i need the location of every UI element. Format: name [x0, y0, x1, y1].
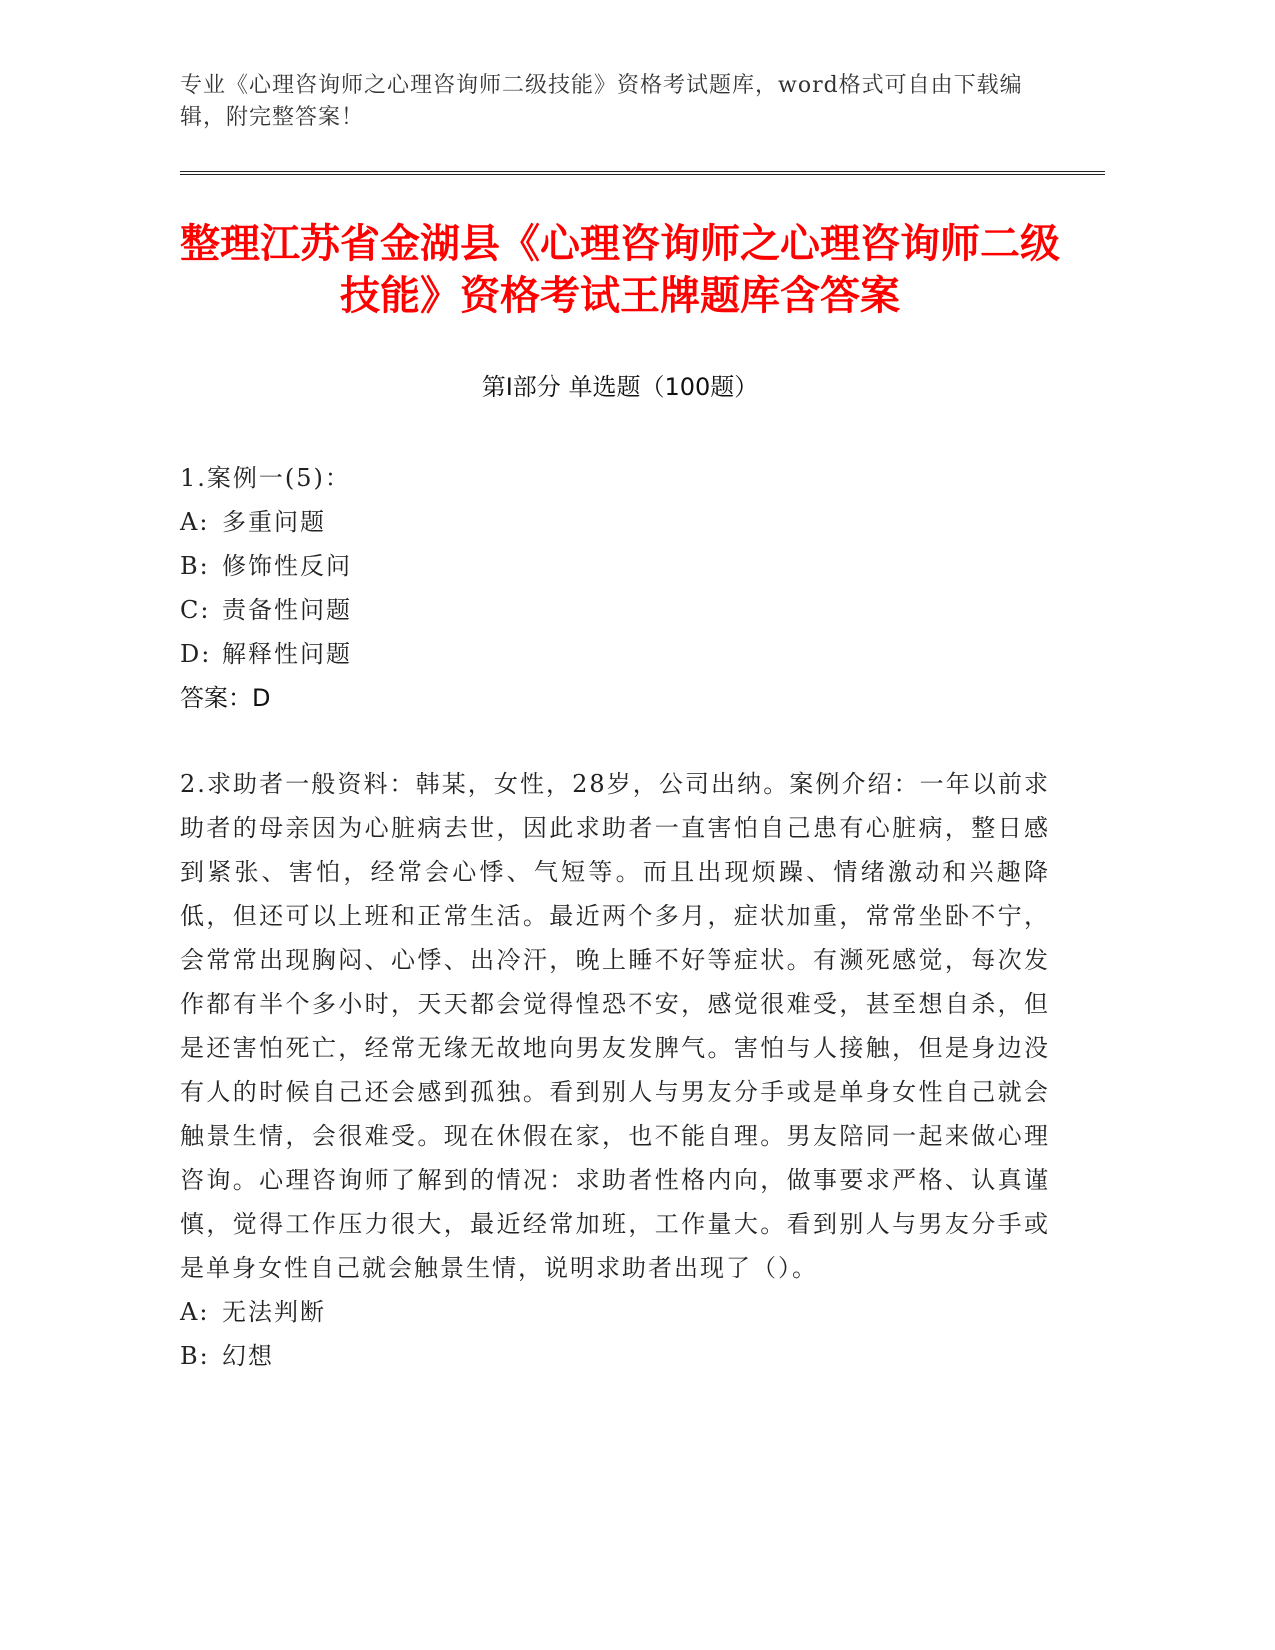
document-title: 整理江苏省金湖县《心理咨询师之心理咨询师二级技能》资格考试王牌题库含答案 [180, 221, 1060, 319]
question-stem: 1.案例一(5)： [180, 464, 351, 492]
question-2 [180, 762, 1050, 1378]
question-stem: 2.求助者一般资料：韩某，女性，28岁，公司出纳。案例介绍：一年以前求助者的母亲因为心脏病去世，因此求助者一直害怕自己患有心脏病，整日感到紧张、害怕，经常会心悸、气短等。而且出现烦躁、情绪激动和兴趣降低，但还可以上班和正常生活。最近两个多月，症状加重，常常坐卧不宁，会常常出现胸闷、心悸、出冷汗，晚上睡不好等症状。有濒死感觉，每次发作都有半个多小时，天天都会觉得惶恐不安，感觉很难受，甚至想自杀，但是还害怕死亡，经常无缘无故地向男友发脾气。害怕与人接触，但是身边没有人的时候自己还会感到孤独。看到别人与男友分手或是单身女性自己就会触景生情，会很难受。现在休假在家，也不能自理。男友陪同一起来做心理咨询。心理咨询师了解到的情况：求助者性格内向，做事要求严格、认真谨慎，觉得工作压力很大，最近经常加班，工作量大。看到别人与男友分手或是单身女性自己就会触景生情，说明求助者出现了（）。 [180, 770, 1050, 1282]
option-c [180, 588, 1050, 632]
question-list [180, 456, 1050, 1378]
option-letter: A: [180, 1298, 210, 1326]
header-divider [180, 171, 1105, 175]
option-text: 修饰性反问 [222, 552, 352, 580]
option-letter: B: [180, 1342, 210, 1370]
option-letter: D: [180, 640, 212, 668]
question-spacer [180, 720, 1050, 762]
question-1 [180, 456, 1050, 720]
answer-line: 答案：D [180, 684, 271, 712]
section-heading: 第Ⅰ部分 单选题（100题） [481, 373, 759, 401]
option-letter: C: [180, 596, 211, 624]
option-b [180, 1334, 1050, 1378]
option-letter: B: [180, 552, 210, 580]
option-text: 多重问题 [222, 508, 326, 536]
option-text: 责备性问题 [222, 596, 352, 624]
option-d [180, 632, 1050, 676]
option-a [180, 500, 1050, 544]
option-a [180, 1290, 1050, 1334]
option-text: 幻想 [222, 1342, 274, 1370]
option-text: 解释性问题 [222, 640, 352, 668]
header-note: 专业《心理咨询师之心理咨询师二级技能》资格考试题库，word格式可自由下载编辑，附完整答案！ [180, 73, 1023, 130]
option-letter: A: [180, 508, 210, 536]
option-b [180, 544, 1050, 588]
option-text: 无法判断 [222, 1298, 326, 1326]
